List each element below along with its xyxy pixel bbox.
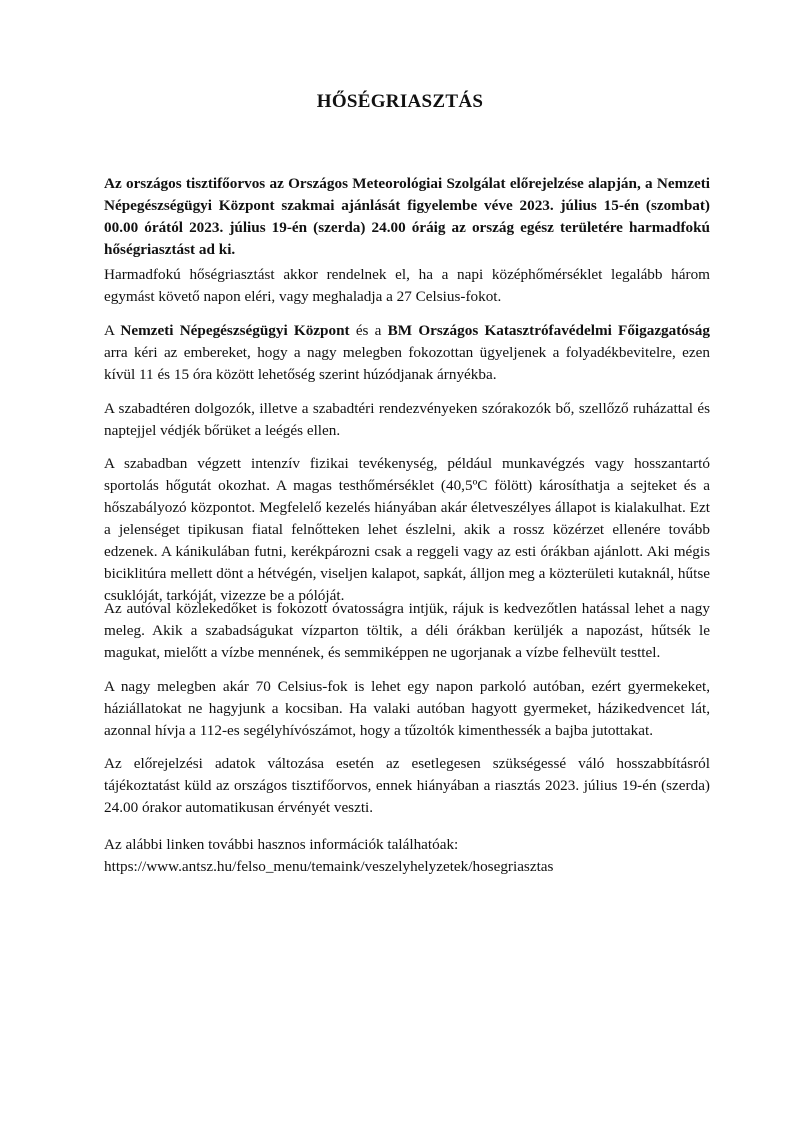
drivers-paragraph: Az autóval közlekedőket is fokozott óvatosságra intjük, rájuk is kedvezőtlen hatással lehet a nagy meleg. Akik a szabadságukat vízparton töltik, a déli órákban kerüljék a napozást, hűtsék le magukat, mielőtt a vízbe mennének, és semmiképpen ne ugorjanak a vízbe felhevült testtel. — [104, 600, 710, 661]
more-info-link[interactable]: https://www.antsz.hu/felso_menu/temaink/veszelyhelyzetek/hosegriasztas — [104, 858, 554, 875]
org-name-nnk: Nemzeti Népegészségügyi Központ — [120, 322, 350, 339]
heatstroke-paragraph: A szabadban végzett intenzív fizikai tevékenység, például munkavégzés vagy hosszantartó sportolás hőgutát okozhat. A magas testhőmérséklet (40,5ºC fölött) károsíthatja a sejteket és a hőszabályozó központot. Megfelelő kezelés hiányában akár életveszélyes állapot is kialakulhat. Ezt a jelenséget tipikusan fiatal felnőtteken lehet észlelni, akik a rossz közérzet ellenére tovább edzenek. A kánikulában futni, kerékpározni csak a reggeli vagy az esti órákban ajánlott. Aki mégis biciklitúra mellett dönt a hétvégén, viseljen kalapot, sapkát, álljon meg a közterületi kutaknál, hűtse csuklóját, tarkóját, vizezze be a pólóját. — [104, 455, 710, 604]
alert-definition-paragraph: Harmadfokú hőségriasztást akkor rendelnek el, ha a napi középhőmérséklet legalább három egymást követő napon eléri, vagy meghaladja a 27 Celsius-fokot. — [104, 266, 710, 305]
more-info-block — [104, 834, 724, 878]
advice-text-e: arra kéri az embereket, hogy a nagy melegben fokozottan ügyeljenek a folyadékbevitelre, ezen kívül 11 és 15 óra között lehetőség szerint húzódjanak árnyékba. — [104, 344, 710, 383]
org-name-bm-okf: BM Országos Katasztrófavédelmi Főigazgatóság — [387, 322, 710, 339]
parked-car-paragraph: A nagy melegben akár 70 Celsius-fok is lehet egy napon parkoló autóban, ezért gyermekeket, háziállatokat ne hagyjunk a kocsiban. Ha valaki autóban hagyott gyermeket, házikedvencet lát, azonnal hívja a 112-es segélyhívószámot, hogy a tűzoltók kimenthessék a bajba jutottakat. — [104, 678, 710, 739]
advice-text-c: és a — [349, 322, 388, 339]
more-info-intro: Az alábbi linken további hasznos információk találhatóak: — [104, 836, 459, 853]
page-title: HŐSÉGRIASZTÁS — [316, 91, 484, 112]
advice-paragraph — [104, 320, 710, 386]
extension-paragraph: Az előrejelzési adatok változása esetén az esetlegesen szükségessé váló hosszabbításról tájékoztatást küld az országos tisztifőorvos, ennek hiányában a riasztás 2023. július 19-én (szerda) 24.00 órakor automatikusan érvényét veszti. — [104, 755, 710, 816]
advice-text-a: A — [104, 322, 121, 339]
outdoor-workers-paragraph: A szabadtéren dolgozók, illetve a szabadtéri rendezvényeken szórakozók bő, szellőző ruházattal és naptejjel védjék bőrüket a leégés ellen. — [104, 400, 710, 439]
alert-announcement-paragraph: Az országos tisztifőorvos az Országos Meteorológiai Szolgálat előrejelzése alapján, a Nemzeti Népegészségügyi Központ szakmai ajánlását figyelembe véve 2023. július 15-én (szombat) 00.00 órától 2023. július 19-én (szerda) 24.00 óráig az ország egész területére harmadfokú hőségriasztást ad ki. — [104, 175, 710, 258]
